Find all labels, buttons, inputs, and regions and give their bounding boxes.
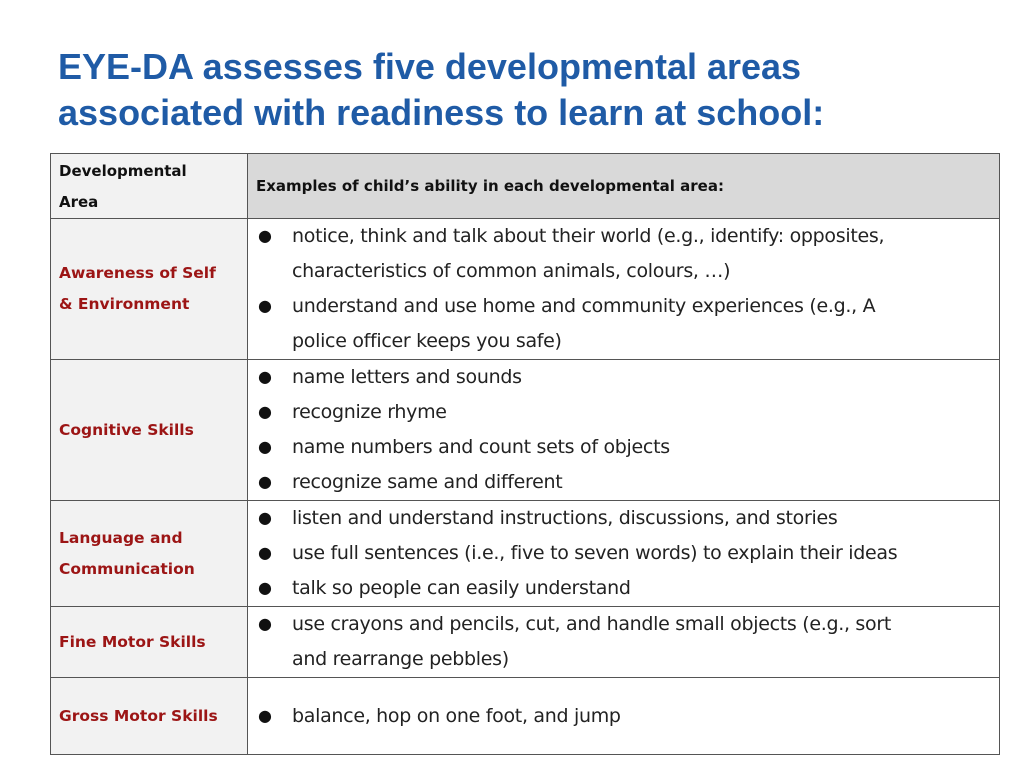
list-item	[254, 699, 999, 734]
list-item	[254, 501, 999, 536]
area-label-line-1: Gross Motor Skills	[59, 706, 218, 725]
examples-cell	[248, 360, 1000, 501]
list-item-line: name letters and sounds	[292, 366, 522, 388]
title-line-1: EYE-DA assesses five developmental areas	[58, 46, 802, 87]
examples-cell	[248, 501, 1000, 607]
bullet-icon: ●	[258, 367, 272, 386]
examples-list	[254, 219, 999, 359]
table-row	[51, 678, 1000, 755]
list-item-line: understand and use home and community experiences (e.g., A	[292, 295, 876, 317]
examples-list	[254, 699, 999, 734]
bullet-icon: ●	[258, 437, 272, 456]
bullet-icon: ●	[258, 472, 272, 491]
area-label-line-2: Communication	[59, 559, 195, 578]
examples-list	[254, 501, 999, 606]
list-item	[254, 360, 999, 395]
list-item	[254, 571, 999, 606]
area-label-line-1: Cognitive Skills	[59, 420, 194, 439]
list-item	[254, 289, 999, 359]
developmental-areas-table	[50, 153, 1000, 755]
list-item	[254, 607, 999, 677]
list-item-line: use crayons and pencils, cut, and handle small objects (e.g., sort	[292, 613, 892, 635]
area-cell	[51, 219, 248, 360]
list-item	[254, 536, 999, 571]
area-label-line-1: Fine Motor Skills	[59, 632, 206, 651]
examples-cell	[248, 219, 1000, 360]
bullet-icon: ●	[258, 578, 272, 597]
list-item	[254, 219, 999, 289]
bullet-icon: ●	[258, 508, 272, 527]
bullet-icon: ●	[258, 402, 272, 421]
bullet-icon: ●	[258, 705, 272, 725]
area-label-line-1: Awareness of Self	[59, 264, 216, 282]
list-item-line: police officer keeps you safe)	[292, 330, 562, 352]
area-cell	[51, 360, 248, 501]
table-row	[51, 360, 1000, 501]
examples-list	[254, 360, 999, 500]
examples-list	[254, 607, 999, 677]
bullet-icon: ●	[258, 614, 272, 633]
header-row	[51, 154, 1000, 219]
bullet-icon: ●	[258, 543, 272, 562]
table-row	[51, 219, 1000, 360]
page-title	[58, 44, 998, 136]
list-item-line: listen and understand instructions, discussions, and stories	[292, 507, 838, 529]
bullet-icon: ●	[258, 226, 272, 245]
list-item-line: talk so people can easily understand	[292, 577, 631, 599]
list-item-line: characteristics of common animals, colours, …)	[292, 260, 731, 282]
header-area	[51, 154, 248, 219]
list-item-line: recognize rhyme	[292, 401, 447, 423]
list-item	[254, 395, 999, 430]
list-item	[254, 465, 999, 500]
area-label-line-2: & Environment	[59, 295, 190, 313]
list-item-line: name numbers and count sets of objects	[292, 436, 670, 458]
table-row	[51, 501, 1000, 607]
examples-cell	[248, 678, 1000, 755]
list-item-line: notice, think and talk about their world (e.g., identify: opposites,	[292, 225, 885, 247]
title-line-2: associated with readiness to learn at school:	[58, 92, 825, 133]
examples-cell	[248, 607, 1000, 678]
header-area-line-1: Developmental	[59, 162, 187, 180]
header-examples: Examples of child’s ability in each developmental area:	[248, 154, 1000, 219]
list-item-line: balance, hop on one foot, and jump	[292, 704, 621, 727]
list-item-line: and rearrange pebbles)	[292, 648, 509, 670]
area-cell	[51, 501, 248, 607]
area-cell	[51, 678, 248, 755]
list-item-line: use full sentences (i.e., five to seven words) to explain their ideas	[292, 542, 898, 564]
list-item	[254, 430, 999, 465]
area-cell	[51, 607, 248, 678]
header-area-line-2: Area	[59, 193, 99, 211]
list-item-line: recognize same and different	[292, 471, 563, 493]
table-row	[51, 607, 1000, 678]
area-label-line-1: Language and	[59, 528, 183, 547]
bullet-icon: ●	[258, 296, 272, 315]
